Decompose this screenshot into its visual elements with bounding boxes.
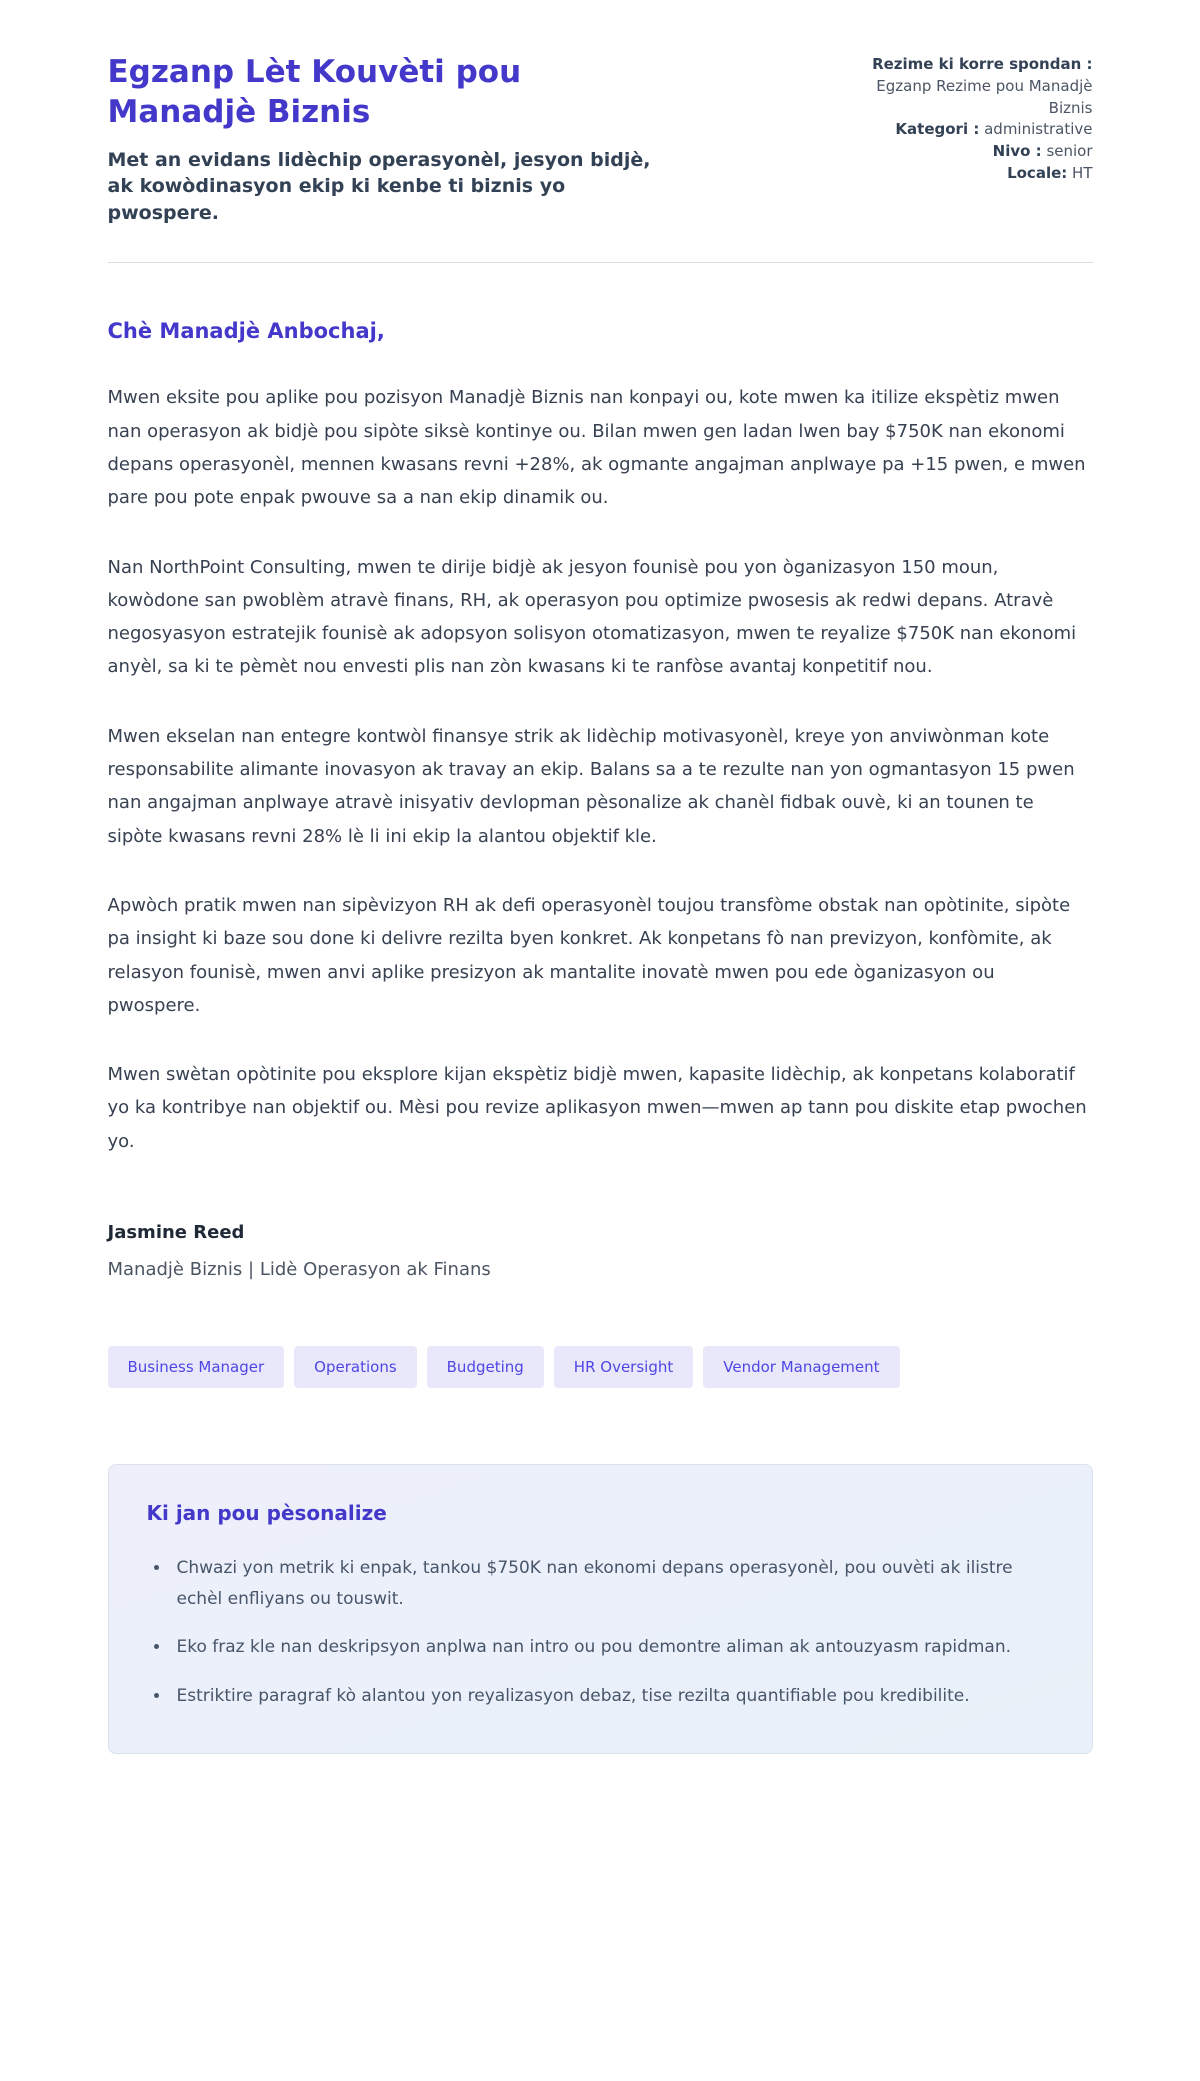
cover-letter-page — [108, 0, 1093, 1824]
meta-row-level — [843, 141, 1093, 163]
letter-paragraph-3: Mwen ekselan nan entegre kontwòl finansye strik ak lidèchip motivasyonèl, kreye yon anviwònman kote responsabilite alimante inovasyon ak travay an ekip. Balans sa a te rezulte nan yon ogmantasyon 15 pwen nan angajman anplwaye atravè inisyativ devlopman pèsonalize ak chanèl fidbak ouvè, ki an tounen te sipòte kwasans revni 28% lè li ini ekip la alantou objektif kle. — [107, 725, 1075, 847]
divider — [108, 262, 1093, 263]
letter-body — [108, 319, 1093, 1280]
meta-value-category: administrative — [984, 120, 1093, 139]
meta-label-level: Nivo : — [992, 142, 1042, 160]
tag-chip-operations[interactable]: Operations — [294, 1346, 416, 1388]
signature-name: Jasmine Reed — [107, 1222, 245, 1244]
tips-list — [147, 1553, 1054, 1711]
salutation: Chè Manadjè Anbochaj, — [107, 319, 385, 344]
tag-chip-business-manager[interactable]: Business Manager — [108, 1346, 285, 1388]
tip-item-2: • Eko fraz kle nan deskripsyon anplwa nan intro ou pou demontre aliman ak antouzyasm rapidman. — [171, 1632, 1054, 1663]
meta-label-locale: Locale: — [1007, 163, 1068, 182]
meta-value-locale: HT — [1072, 163, 1093, 182]
page-subtitle: Met an evidans lidèchip operasyonèl, jesyon bidjè, ak kowòdinasyon ekip ki kenbe ti biznis yo pwospere. — [107, 148, 651, 224]
letter-paragraph-4: Apwòch pratik mwen nan sipèvizyon RH ak defi operasyonèl toujou transfòme obstak nan opòtinite, sipòte pa insight ki baze sou done ki delivre rezilta byen konkret. Ak konpetans fò nan previzyon, konfòmite, ak relasyon founisè, mwen anvi aplike presizyon ak mantalite inovatè mwen pou ede òganizasyon ou pwospere. — [107, 894, 1071, 1016]
tag-chip-hr-oversight[interactable]: HR Oversight — [554, 1346, 693, 1388]
meta-row-resume — [843, 54, 1093, 119]
personalize-tips-box — [108, 1464, 1093, 1754]
tag-chip-vendor-management[interactable]: Vendor Management — [703, 1346, 899, 1388]
page-title: Egzanp Lèt Kouvèti pou Manadjè Biznis — [107, 54, 522, 131]
meta-row-locale — [843, 163, 1093, 185]
letter-paragraph-1: Mwen eksite pou aplike pou pozisyon Manadjè Biznis nan konpayi ou, kote mwen ka itilize ekspètiz mwen nan operasyon ak bidjè pou sipòte siksè kontinye ou. Bilan mwen gen ladan lwen bay $750K nan ekonomi depans operasyonèl, mennen kwasans revni +28%, ak ogmante angajman anplwaye pa +15 pwen, e mwen pare pou pote enpak pwouve sa a nan ekip dinamik ou. — [107, 387, 1086, 509]
tag-chip-budgeting[interactable]: Budgeting — [427, 1346, 544, 1388]
tip-item-3: • Estriktire paragraf kò alantou yon reyalizasyon debaz, tise rezilta quantifiable pou kredibilite. — [171, 1681, 1054, 1712]
signature-role: Manadjè Biznis | Lidè Operasyon ak Finans — [107, 1259, 491, 1281]
tag-list — [108, 1346, 1093, 1388]
tips-heading: Ki jan pou pèsonalize — [146, 1501, 387, 1526]
tip-item-1: • Chwazi yon metrik ki enpak, tankou $750K nan ekonomi depans operasyonèl, pou ouvèti ak ilistre echèl enfliyans ou touswit. — [171, 1553, 1054, 1614]
letter-paragraph-5: Mwen swètan opòtinite pou eksplore kijan ekspètiz bidjè mwen, kapasite lidèchip, ak konpetans kolaboratif yo ka kontribye nan objektif ou. Mèsi pou revize aplikasyon mwen—mwen ap tann pou diskite etap pwochen yo. — [107, 1064, 1087, 1152]
meta-value-level: senior — [1046, 142, 1093, 160]
letter-paragraph-2: Nan NorthPoint Consulting, mwen te dirije bidjè ak jesyon founisè pou yon òganizasyon 150 moun, kowòdone san pwoblèm atravè finans, RH, ak operasyon pou optimize pwosesis ak redwi depans. Atravè negosyasyon estratejik founisè ak adopsyon solisyon otomatizasyon, mwen te reyalize $750K nan ekonomi anyèl, sa ki te pèmèt nou envesti plis nan zòn kwasans ki te ranfòse avantaj konpetitif nou. — [107, 556, 1077, 678]
meta-panel — [843, 52, 1093, 185]
meta-row-category — [843, 119, 1093, 141]
header-title-block — [108, 52, 688, 226]
meta-label-category: Kategori : — [895, 120, 980, 139]
meta-value-resume: Egzanp Rezime pou Manadjè Biznis — [876, 76, 1093, 117]
meta-label-resume: Rezime ki korre spondan : — [872, 55, 1093, 73]
header — [108, 52, 1093, 226]
